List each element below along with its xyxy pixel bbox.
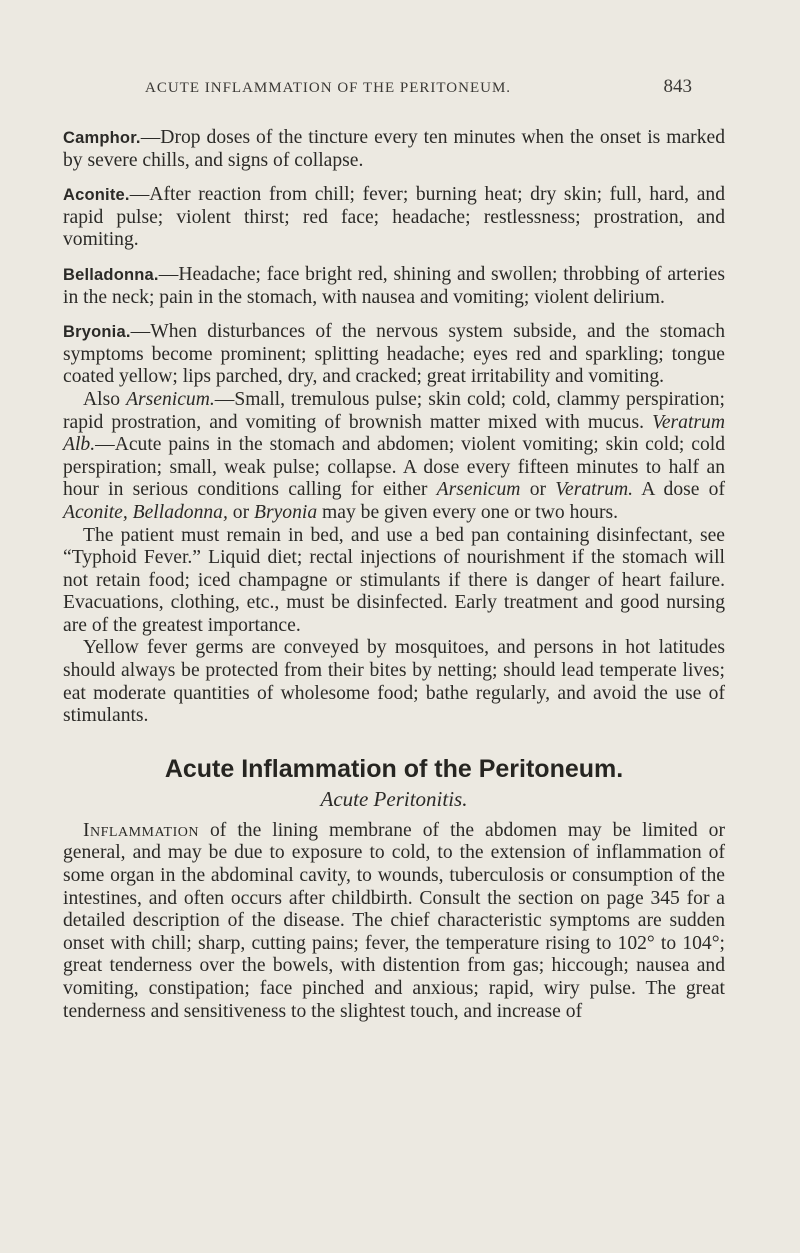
also-text-1: Also [83, 388, 127, 410]
remedy-text-camphor: —Drop doses of the tincture every ten minutes when the onset is marked by severe chills, and signs of collapse. [63, 127, 725, 171]
remedy-name-aconite: Aconite. [63, 186, 130, 205]
paragraph-belladonna [63, 264, 725, 309]
lead-word: Inflammation [83, 819, 199, 841]
page-body [63, 127, 725, 1023]
aconite-belladonna-names: Aconite, Belladonna, [63, 501, 228, 523]
paragraph-aconite [63, 184, 725, 252]
also-text-6: or [227, 501, 254, 523]
running-title: ACUTE INFLAMMATION OF THE PERITONEUM. [145, 80, 512, 96]
paragraph-peritonitis [63, 820, 725, 1023]
arsenicum-name-2: Arsenicum [436, 479, 521, 501]
veratrum-name: Veratrum Alb. [63, 411, 725, 456]
veratrum-name-2: Veratrum. [555, 479, 634, 501]
remedy-text-aconite: —After reaction from chill; fever; burning heat; dry skin; full, hard, and rapid pulse; violent thirst; red face; headache; restlessness; prostration, and vomiting. [63, 184, 725, 251]
remedy-name-belladonna: Belladonna. [63, 265, 159, 284]
remedy-name-camphor: Camphor. [63, 129, 141, 147]
page-number: 843 [663, 76, 692, 97]
also-text-2: —Small, tremulous pulse; skin cold; cold, clammy perspiration; rapid prostration, and vomiting of brownish matter mixed with mucus. [63, 388, 725, 433]
also-text-7: may be given every one or two hours. [317, 501, 619, 523]
remedy-text-bryonia: —When disturbances of the nervous system subside, and the stomach symptoms become prominent; splitting headache; eyes red and sparkling; tongue coated yellow; lips parched, dry, and cracked; great irritability and vomiting. [63, 321, 725, 388]
also-text-4: or [520, 479, 556, 501]
section-subtitle: Acute Peritonitis. [320, 786, 468, 811]
paragraph-bryonia [63, 321, 725, 389]
arsenicum-name: Arsenicum. [126, 388, 215, 410]
paragraph-patient-care: The patient must remain in bed, and use a bed pan containing disinfectant, see “Typhoid Fever.” Liquid diet; rectal injections of nourishment if the stomach will not retain food; iced champagne or stimulants if there is danger of heart failure. Evacuations, clothing, etc., must be disinfected. Early treatment and good nursing are of the greatest importance. [63, 524, 725, 636]
section-title: Acute Inflammation of the Peritoneum. [164, 754, 624, 783]
peritonitis-text: of the lining membrane of the abdomen may be limited or general, and may be due to exposure to cold, to the extension of inflammation of some organ in the abdominal cavity, to wounds, tuberculosis or consumption of the intestines, and often occurs after childbirth. Consult the section on page 345 for a detailed description of the disease. The chief characteristic symptoms are sudden onset with chill; sharp, cutting pains; fever, the temperature rising to 102° to 104°; great tenderness over the bowels, with distention from gas; hiccough; nausea and vomiting, constipation; face pinched and anxious; rapid, wiry pulse. The great tenderness and sensitiveness to the slightest touch, and increase of [63, 819, 725, 1022]
remedy-text-belladonna: —Headache; face bright red, shining and swollen; throbbing of arteries in the neck; pain in the stomach, with nausea and vomiting; violent delirium. [63, 263, 725, 308]
also-text-3: —Acute pains in the stomach and abdomen; violent vomiting; skin cold; cold perspiration; small, weak pulse; collapse. A dose every fifteen minutes to half an hour in serious conditions calling for either [63, 434, 725, 501]
remedy-name-bryonia: Bryonia. [63, 323, 131, 342]
paragraph-also-remedies [63, 389, 725, 525]
paragraph-camphor [63, 127, 725, 172]
bryonia-name: Bryonia [254, 501, 318, 523]
also-text-5: A dose of [633, 479, 725, 501]
paragraph-yellow-fever: Yellow fever germs are conveyed by mosquitoes, and persons in hot latitudes should always be protected from their bites by netting; should lead temperate lives; eat moderate quantities of wholesome food; bathe regularly, and avoid the use of stimulants. [63, 637, 725, 727]
